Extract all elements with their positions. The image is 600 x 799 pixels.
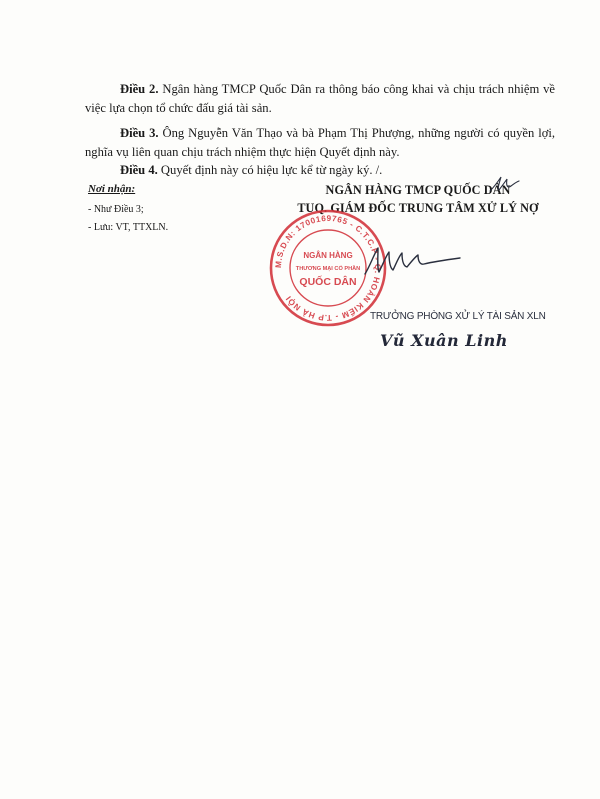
recipient-item: - Lưu: VT, TTXLN. <box>88 222 169 233</box>
article-heading: Điều 4. <box>120 163 158 177</box>
handwritten-signature <box>360 240 470 285</box>
article-text: Ông Nguyễn Văn Thạo và bà Phạm Thị Phượng, những người có quyền lợi, nghĩa vụ liên quan chịu trách nhiệm thực hiện Quyết định này. <box>85 126 555 159</box>
recipients-title: Nơi nhận: <box>88 183 136 195</box>
seal-line: QUỐC DÂN <box>299 276 357 288</box>
seal-line: THƯƠNG MẠI CỔ PHẦN <box>295 266 361 272</box>
article-2 <box>85 80 555 118</box>
article-4 <box>85 161 555 180</box>
recipient-item: - Như Điều 3; <box>88 204 144 215</box>
organization-name: NGÂN HÀNG TMCP QUỐC DÂN <box>325 183 511 197</box>
delegation-title: TUQ. GIÁM ĐỐC TRUNG TÂM XỬ LÝ NỢ <box>297 201 539 215</box>
article-heading: Điều 3. <box>120 126 159 140</box>
article-text: Ngân hàng TMCP Quốc Dân ra thông báo công khai và chịu trách nhiệm về việc lựa chọn tổ chức đấu giá tài sản. <box>85 82 556 115</box>
seal-line: NGÂN HÀNG <box>303 251 353 260</box>
initial-mark <box>487 174 523 196</box>
article-3 <box>85 124 555 162</box>
signer-position: TRƯỞNG PHÒNG XỬ LÝ TÀI SẢN XLN <box>370 311 546 322</box>
article-heading: Điều 2. <box>120 82 159 96</box>
article-text: Quyết định này có hiệu lực kể từ ngày ký. /. <box>157 163 383 177</box>
seal-ring-text: M.S.D.N: 1700169765 - C.T.C.P - Q. HOÀN KIẾM - T.P HÀ NỘI <box>273 213 383 323</box>
signer-name: Vũ Xuân Linh <box>380 331 508 350</box>
